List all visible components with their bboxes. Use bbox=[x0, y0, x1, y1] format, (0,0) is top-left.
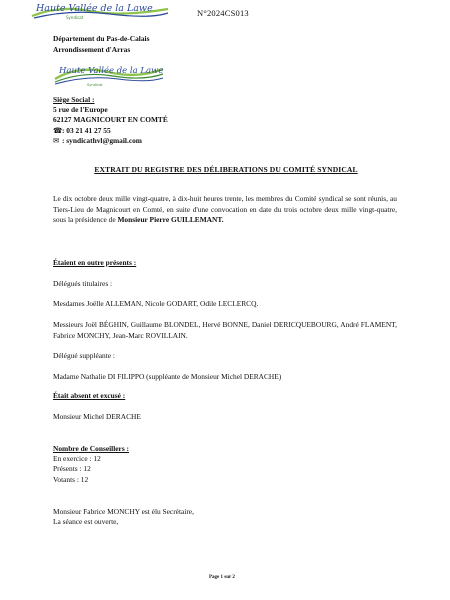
presence-heading: Étaient en outre présents : bbox=[53, 258, 137, 267]
org-logo-sub: Syndicat bbox=[87, 83, 103, 87]
header-logo bbox=[30, 0, 170, 20]
absent-heading: Était absent et excusé : bbox=[53, 391, 126, 400]
document-title: EXTRAIT DU REGISTRE DES DÉLIBERATIONS DU COMITÉ SYNDICAL bbox=[94, 165, 358, 174]
siege-social-block bbox=[53, 95, 168, 146]
document-number: N°2024CS013 bbox=[197, 8, 249, 18]
logo-sub: Syndicat bbox=[66, 15, 84, 20]
siege-phone-line bbox=[53, 126, 168, 136]
siege-address-city: 62127 MAGNICOURT EN COMTÉ bbox=[53, 115, 168, 125]
conseillers-votants: Votants : 12 bbox=[53, 475, 89, 484]
arrondissement: Arrondissement d'Arras bbox=[53, 45, 131, 54]
mesdames-list: Mesdames Joëlle ALLEMAN, Nicole GODART, Odile LECLERCQ. bbox=[53, 299, 259, 308]
mail-icon: ✉ bbox=[53, 135, 60, 145]
suppleant-name: Madame Nathalie DI FILIPPO (suppléante de Monsieur Michel DERACHE) bbox=[53, 372, 282, 381]
session-open-line: La séance est ouverte, bbox=[53, 517, 119, 526]
conseillers-heading: Nombre de Conseillers : bbox=[53, 444, 130, 453]
org-logo bbox=[53, 57, 165, 87]
intro-paragraph bbox=[53, 194, 397, 226]
absent-names: Monsieur Michel DERACHE bbox=[53, 412, 141, 421]
intro-text: Le dix octobre deux mille vingt-quatre, à dix-huit heures trente, les membres du Comité syndical se sont réunis, au Tiers-Lieu de Magnicourt en Comté, en suite d'une convocation en date du trois octobre deux mille vingt-quatre, sous la présidence de bbox=[53, 194, 397, 224]
secretary-line: Monsieur Fabrice MONCHY est élu Secrétaire, bbox=[53, 507, 194, 516]
page-number: Page 1 sur 2 bbox=[209, 575, 235, 580]
messieurs-list: Messieurs Joël BÉGHIN, Guillaume BLONDEL, Hervé BONNE, Daniel DERICQUEBOURG, André FLAMENT, Fabrice MONCHY, Jean-Marc ROVILLAIN. bbox=[53, 320, 397, 340]
department-block bbox=[53, 33, 149, 55]
president-name: Monsieur Pierre GUILLEMANT. bbox=[117, 215, 224, 224]
conseillers-exercice: En exercice : 12 bbox=[53, 454, 101, 463]
department: Département du Pas-de-Calais bbox=[53, 34, 150, 43]
titulaires-label: Délégués titulaires : bbox=[53, 279, 113, 288]
conseillers-presents: Présents : 12 bbox=[53, 464, 91, 473]
org-logo-text: Haute Vallée de la Lawe bbox=[59, 66, 164, 76]
phone-icon: ☎ bbox=[53, 125, 63, 135]
siege-phone: : 03 21 41 27 55 bbox=[62, 125, 111, 135]
siege-title: Siège Social : bbox=[53, 95, 95, 104]
siege-email-line bbox=[53, 136, 168, 146]
siege-address-street: 5 rue de l'Europe bbox=[53, 105, 108, 115]
logo-text: Haute Vallée de la Lawe bbox=[36, 3, 153, 14]
suppleant-label: Délégué suppléante : bbox=[53, 351, 115, 360]
siege-email: : syndicathvl@gmail.com bbox=[62, 135, 142, 145]
